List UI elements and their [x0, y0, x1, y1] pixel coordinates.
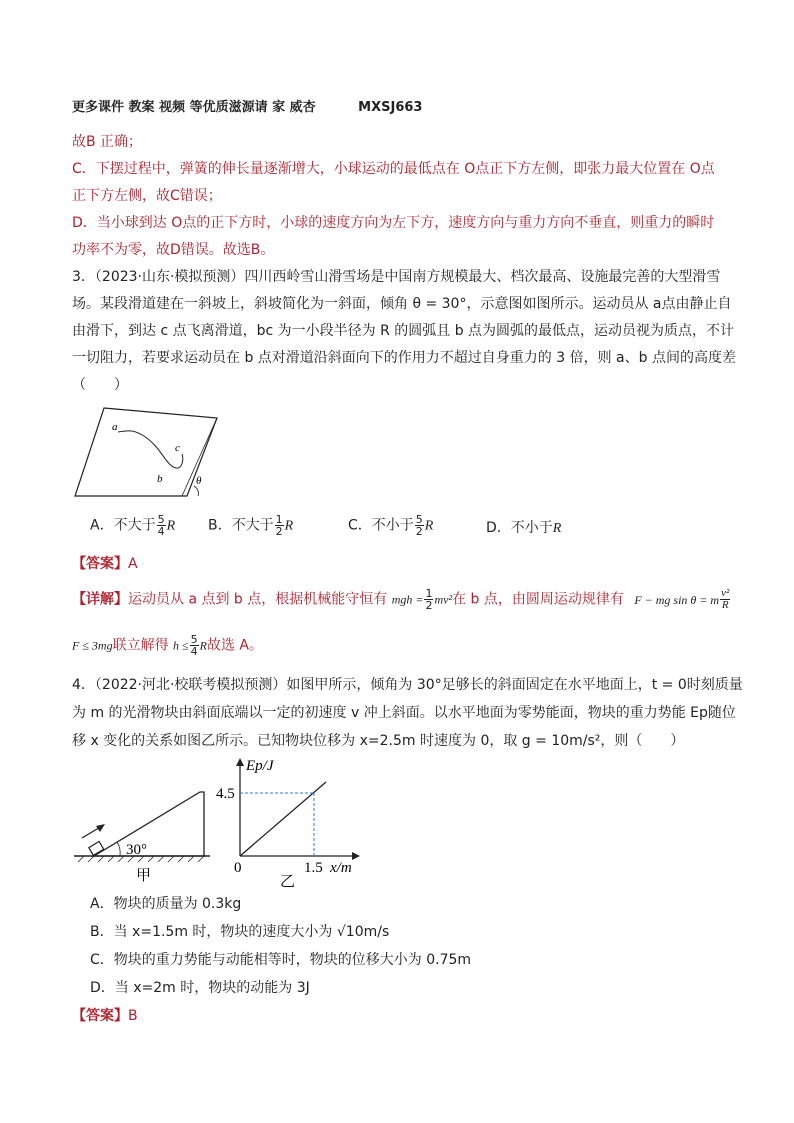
- q4-option-c: C．物块的重力势能与动能相等时，物块的位移大小为 0.75m: [90, 952, 472, 968]
- promo-code: MXSJ663: [358, 100, 423, 115]
- x-axis-label: x/m: [330, 860, 352, 876]
- theta-arc: [194, 486, 199, 496]
- origin-label: 0: [234, 860, 242, 876]
- q3-line3: 由滑下，到达 c 点飞离滑道，bc 为一小段半径为 R 的圆弧且 b 点为圆弧的最低点，运动员视为质点，不计: [72, 323, 735, 339]
- label-c: c: [175, 442, 180, 454]
- q3-slope-figure: [72, 400, 222, 500]
- q4-figure-jia: [72, 770, 217, 885]
- q4-line3: 移 x 变化的关系如图乙所示。已知物块位移为 x=2.5m 时速度为 0，取 g = 10m/s²，则（ ）: [72, 733, 685, 749]
- q4-option-d: D．当 x=2m 时，物块的动能为 3J: [90, 980, 310, 996]
- prev-c-line1: C．下摆过程中，弹簧的伸长量逐渐增大，小球运动的最低点在 O点正下方左侧，即张力最大位置在 O点: [72, 161, 715, 177]
- ski-track: [118, 431, 183, 468]
- q4-line1: 4．（2022·河北·校联考模拟预测）如图甲所示，倾角为 30°足够长的斜面固定在水平地面上，t = 0时刻质量: [72, 677, 743, 693]
- q4-option-b: B．当 x=1.5m 时，物块的速度大小为 √10m/s: [90, 924, 390, 940]
- q3-line1: 3．（2023·山东·模拟预测）四川西岭雪山滑雪场是中国南方规模最大、档次最高、设施最完善的大型滑雪: [72, 269, 721, 285]
- label-a: a: [112, 421, 118, 433]
- label-theta: θ: [196, 475, 202, 487]
- q3-option-c: C．不小于 $\frac{5}{2}$ R: [348, 513, 434, 538]
- caption-yi: 乙: [280, 874, 296, 887]
- block: [89, 841, 104, 855]
- q4-answer: 【答案】B: [72, 1008, 138, 1024]
- y-axis-arrow: [236, 758, 244, 766]
- prev-b-line: 故B 正确；: [72, 134, 143, 150]
- prev-d-line1: D．当小球到达 O点的正下方时，小球的速度方向为左下方，速度方向与重力方向不垂直，则重力的瞬时: [72, 215, 715, 231]
- angle-arc: [117, 842, 120, 856]
- q3-line5: （ ）: [72, 377, 128, 393]
- q3-detail-line1: 【详解】运动员从 a 点到 b 点，根据机械能守恒有 mgh = $\frac{1}{2}$ mv²在 b 点，由圆周运动规律有 F − mg sin θ = m $\frac{\text{v²}}{R}$: [72, 587, 730, 612]
- y-axis-label: Ep/J: [246, 758, 274, 774]
- q3-option-b: B．不大于 $\frac{1}{2}$ R: [208, 513, 294, 538]
- incline: [94, 792, 204, 856]
- y-tick-label: 4.5: [216, 786, 235, 802]
- caption-jia: 甲: [136, 868, 152, 884]
- q4-option-a: A．物块的质量为 0.3kg: [90, 896, 242, 912]
- q4-figure-yi: [216, 752, 366, 887]
- q3-line4: 一切阻力，若要求运动员在 b 点对滑道沿斜面向下的作用力不超过自身重力的 3 倍，则 a、b 点间的高度差: [72, 350, 736, 366]
- q4-line2: 为 m 的光滑物块由斜面底端以一定的初速度 v 冲上斜面。以水平地面为零势能面，物块的重力势能 Ep随位: [72, 705, 736, 721]
- label-b: b: [157, 473, 163, 485]
- q3-detail-line2: F ≤ 3mg联立解得 h ≤ $\frac{5}{4}$ R故选 A。: [72, 633, 264, 658]
- q3-option-d: D．不小于R: [486, 520, 562, 536]
- prev-c-line2: 正下方左侧，故C错误；: [72, 188, 222, 204]
- q3-option-a: A．不大于 $\frac{5}{4}$ R: [90, 513, 176, 538]
- x-axis-arrow: [352, 852, 360, 860]
- promo-text: 更多课件 教案 视频 等优质滋源请 家 威杏: [72, 100, 316, 115]
- prev-d-line2: 功率不为零，故D错误。故选B。: [72, 242, 275, 258]
- page-header: [72, 96, 422, 115]
- q3-line2: 场。某段滑道建在一斜坡上，斜坡简化为一斜面，倾角 θ = 30°，示意图如图所示。运动员从 a点由静止自: [72, 296, 732, 312]
- velocity-arrow-head: [96, 824, 105, 832]
- angle-label: 30°: [126, 842, 147, 858]
- x-tick-label: 1.5: [304, 860, 323, 876]
- q3-answer: 【答案】A: [72, 556, 138, 572]
